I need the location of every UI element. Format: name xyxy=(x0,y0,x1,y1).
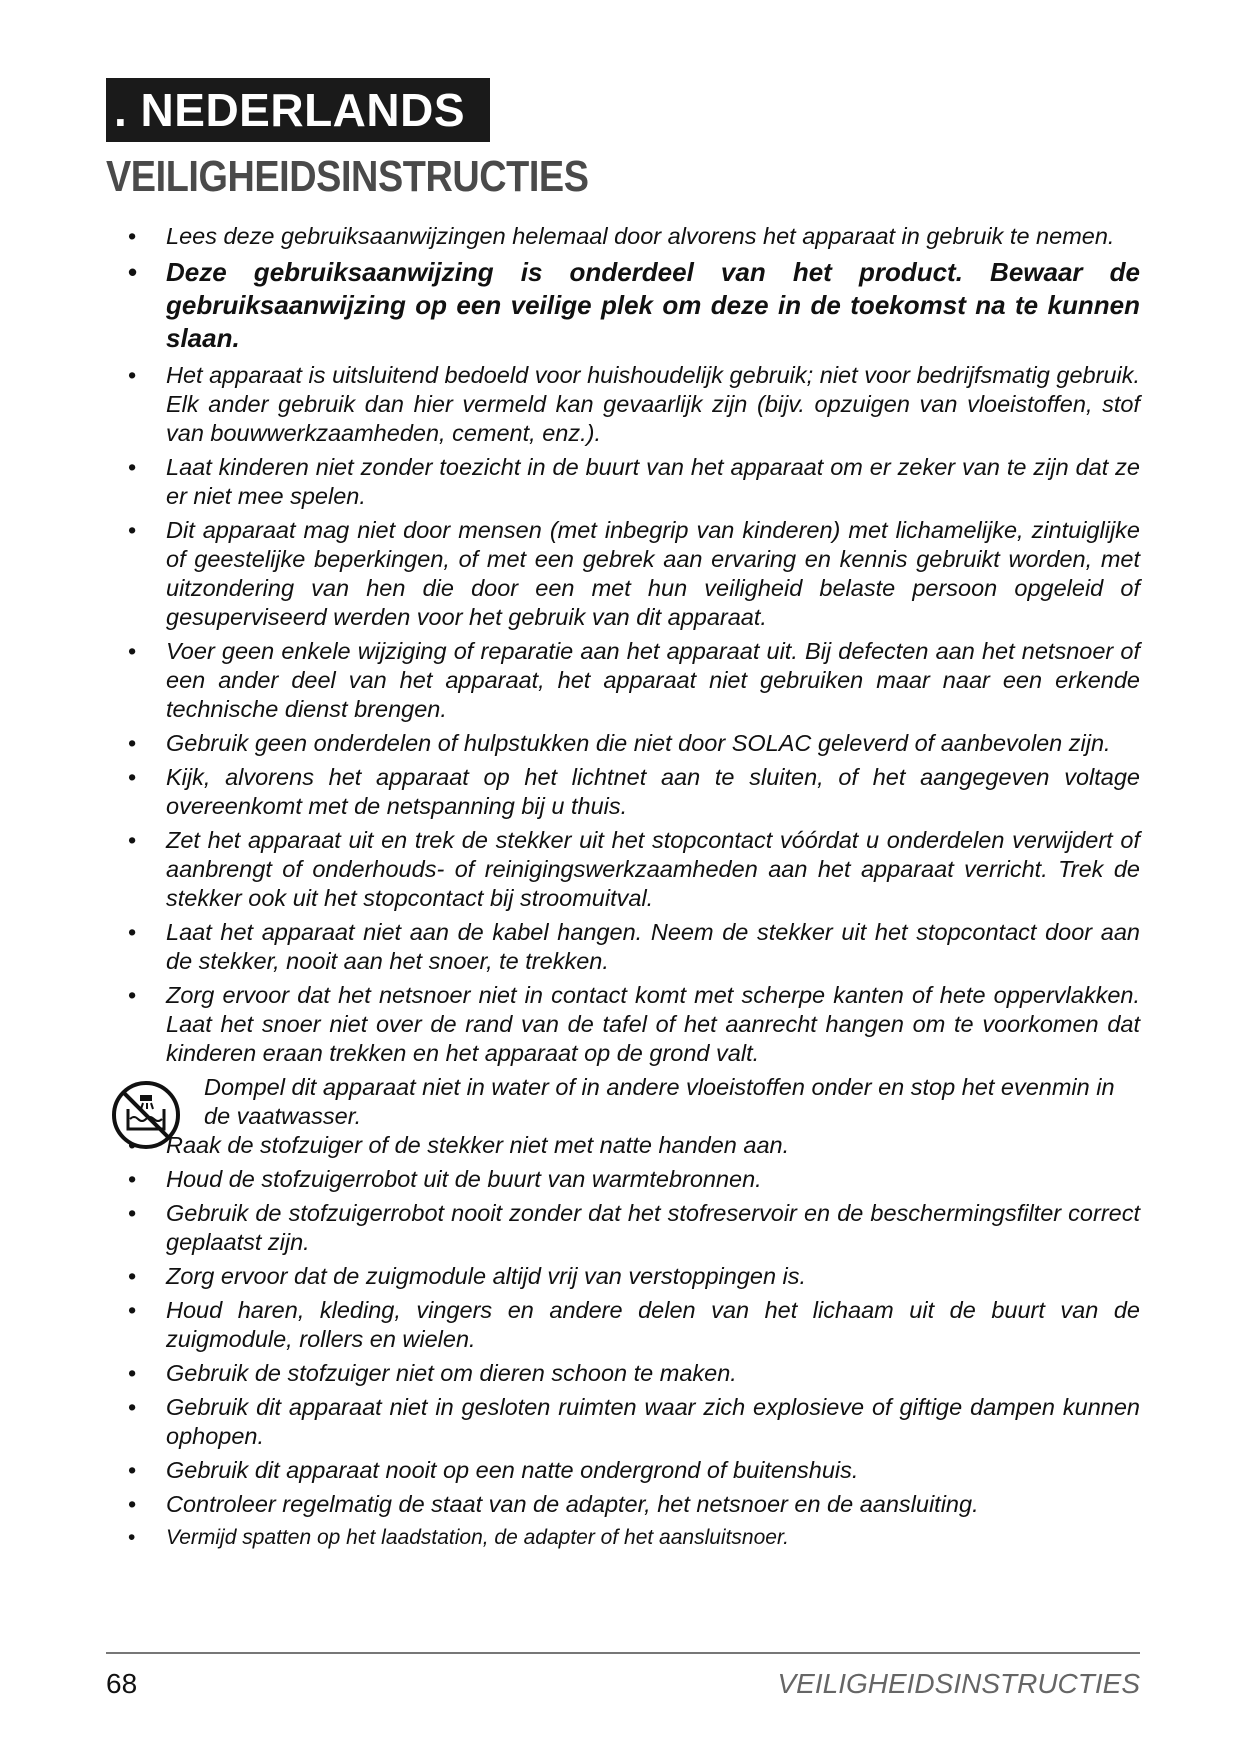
instruction-item: • Gebruik geen onderdelen of hulpstukken die niet door SOLAC geleverd of aanbevolen zijn. xyxy=(106,729,1140,758)
instruction-item: • Houd haren, kleding, vingers en andere delen van het lichaam uit de buurt van de zuigmodule, rollers en wielen. xyxy=(106,1296,1140,1354)
instruction-item-important: • Deze gebruiksaanwijzing is onderdeel van het product. Bewaar de gebruiksaanwijzing op een veilige plek om deze in de toekomst na te kunnen slaan. xyxy=(106,256,1140,355)
instruction-item: • Zorg ervoor dat het netsnoer niet in contact komt met scherpe kanten of hete oppervlakken. Laat het snoer niet over de rand van de tafel of het aanrecht hangen om te voorkomen dat kinderen eraan trekken en het apparaat op de grond valt. xyxy=(106,981,1140,1068)
instruction-item: • Gebruik de stofzuiger niet om dieren schoon te maken. xyxy=(106,1359,1140,1388)
instruction-item: • Zorg ervoor dat de zuigmodule altijd vrij van verstoppingen is. xyxy=(106,1262,1140,1291)
instruction-item-with-icon xyxy=(106,1073,1140,1131)
instruction-item: • Vermijd spatten op het laadstation, de adapter of het aansluitsnoer. xyxy=(106,1524,1140,1551)
instruction-item: • Controleer regelmatig de staat van de adapter, het netsnoer en de aansluiting. xyxy=(106,1490,1140,1519)
instruction-item: • Lees deze gebruiksaanwijzingen helemaal door alvorens het apparaat in gebruik te nemen. xyxy=(106,222,1140,251)
instruction-item: • Dit apparaat mag niet door mensen (met inbegrip van kinderen) met lichamelijke, zintuiglijke of geestelijke beperkingen, of met een gebrek aan ervaring en kennis gebruikt worden, met uitzondering van hen die door een met hun veiligheid belaste persoon opgeleid of gesuperviseerd werden voor het gebruik van dit apparaat. xyxy=(106,516,1140,632)
language-label: . NEDERLANDS xyxy=(106,78,490,142)
instruction-item: • Gebruik dit apparaat niet in gesloten ruimten waar zich explosieve of giftige dampen kunnen ophopen. xyxy=(106,1393,1140,1451)
page-number: 68 xyxy=(106,1668,138,1699)
footer-divider xyxy=(106,1652,1140,1654)
instruction-item: • Kijk, alvorens het apparaat op het lichtnet aan te sluiten, of het aangegeven voltage overeenkomt met de netspanning bij u thuis. xyxy=(106,763,1140,821)
safety-instructions-list xyxy=(106,222,1140,1556)
instruction-item: • Gebruik dit apparaat nooit op een natte ondergrond of buitenshuis. xyxy=(106,1456,1140,1485)
footer-section-title: VEILIGHEIDSINSTRUCTIES xyxy=(777,1668,1140,1699)
instruction-item: • Gebruik de stofzuigerrobot nooit zonder dat het stofreservoir en de beschermingsfilter correct geplaatst zijn. xyxy=(106,1199,1140,1257)
instruction-item: • Zet het apparaat uit en trek de stekker uit het stopcontact vóórdat u onderdelen verwijdert of aanbrengt of onderhouds- of reinigingswerkzaamheden aan het apparaat verricht. Trek de stekker ook uit het stopcontact bij stroomuitval. xyxy=(106,826,1140,913)
page-title: VEILIGHEIDSINSTRUCTIES xyxy=(106,152,589,201)
instruction-item: • Laat het apparaat niet aan de kabel hangen. Neem de stekker uit het stopcontact door aan de stekker, nooit aan het snoer, te trekken. xyxy=(106,918,1140,976)
instruction-item: • Het apparaat is uitsluitend bedoeld voor huishoudelijk gebruik; niet voor bedrijfsmatig gebruik. Elk ander gebruik dan hier vermeld kan gevaarlijk zijn (bijv. opzuigen van vloeistoffen, stof van bouwwerkzaamheden, cement, enz.). xyxy=(106,361,1140,448)
instruction-item: • Raak de stofzuiger of de stekker niet met natte handen aan. xyxy=(106,1131,1140,1160)
instruction-text: Dompel dit apparaat niet in water of in andere vloeistoffen onder en stop het evenmin in de vaatwasser. xyxy=(204,1074,1115,1129)
instruction-item: • Laat kinderen niet zonder toezicht in de buurt van het apparaat om er zeker van te zijn dat ze er niet mee spelen. xyxy=(106,453,1140,511)
instruction-item: • Voer geen enkele wijziging of reparatie aan het apparaat uit. Bij defecten aan het netsnoer of een ander deel van het apparaat, het apparaat niet gebruiken maar naar een erkende technische dienst brengen. xyxy=(106,637,1140,724)
instruction-item: • Houd de stofzuigerrobot uit de buurt van warmtebronnen. xyxy=(106,1165,1140,1194)
